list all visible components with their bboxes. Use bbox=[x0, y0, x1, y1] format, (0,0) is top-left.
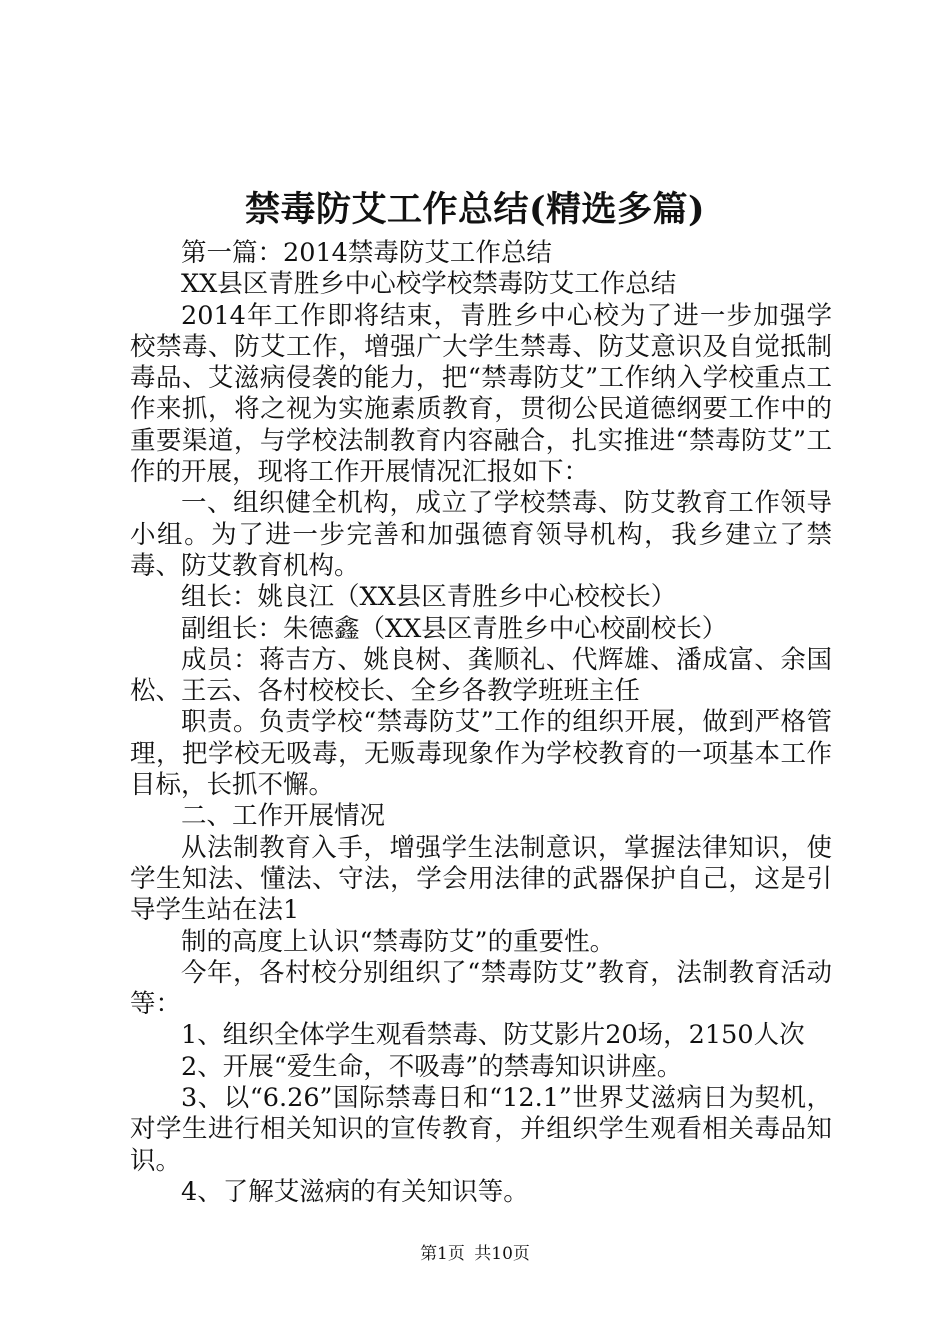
paragraph: 今年，各村校分别组织了“禁毒防艾”教育，法制教育活动等： bbox=[130, 957, 832, 1020]
page-number: 第1页 bbox=[420, 1244, 465, 1264]
paragraph: 职责。负责学校“禁毒防艾”工作的组织开展，做到严格管理，把学校无吸毒，无贩毒现象作为学校教育的一项基本工作目标，长抓不懈。 bbox=[130, 707, 832, 801]
paragraph: XX县区青胜乡中心校学校禁毒防艾工作总结 bbox=[181, 269, 677, 300]
page-footer bbox=[0, 1243, 950, 1265]
paragraph: 一、组织健全机构，成立了学校禁毒、防艾教育工作领导小组。为了进一步完善和加强德育领导机构，我乡建立了禁毒、防艾教育机构。 bbox=[130, 488, 832, 581]
paragraph: 二、工作开展情况 bbox=[181, 801, 386, 832]
paragraph: 成员：蒋吉方、姚良树、龚顺礼、代辉雄、潘成富、余国松、王云、各村校校长、全乡各教学班班主任 bbox=[130, 644, 832, 707]
paragraph: 2、开展“爱生命，不吸毒”的禁毒知识讲座。 bbox=[181, 1051, 683, 1082]
paragraph: 第一篇：2014禁毒防艾工作总结 bbox=[181, 238, 552, 268]
paragraph: 2014年工作即将结束，青胜乡中心校为了进一步加强学校禁毒、防艾工作，增强广大学生禁毒、防艾意识及自觉抵制毒品、艾滋病侵袭的能力，把“禁毒防艾”工作纳入学校重点工作来抓，将之视为实施素质教育，贯彻公民道德纲要工作中的重要渠道，与学校法制教育内容融合，扎实推进“禁毒防艾”工作的开展，现将工作开展情况汇报如下： bbox=[130, 300, 832, 488]
document-body bbox=[130, 238, 832, 1208]
page-total: 共10页 bbox=[474, 1244, 530, 1264]
document-title: 禁毒防艾工作总结(精选多篇) bbox=[244, 189, 706, 230]
paragraph: 制的高度上认识“禁毒防艾”的重要性。 bbox=[181, 926, 616, 957]
paragraph: 3、以“6.26”国际禁毒日和“12.1”世界艾滋病日为契机，对学生进行相关知识的宣传教育，并组织学生观看相关毒品知识。 bbox=[130, 1083, 832, 1176]
paragraph: 从法制教育入手，增强学生法制意识，掌握法律知识，使学生知法、懂法、守法，学会用法律的武器保护自己，这是引导学生站在法1 bbox=[130, 832, 832, 926]
paragraph: 组长：姚良江（XX县区青胜乡中心校校长） bbox=[181, 582, 677, 613]
paragraph: 1、组织全体学生观看禁毒、防艾影片20场，2150人次 bbox=[181, 1020, 805, 1051]
paragraph: 4、了解艾滋病的有关知识等。 bbox=[181, 1176, 529, 1207]
paragraph: 副组长：朱德鑫（XX县区青胜乡中心校副校长） bbox=[181, 613, 728, 644]
